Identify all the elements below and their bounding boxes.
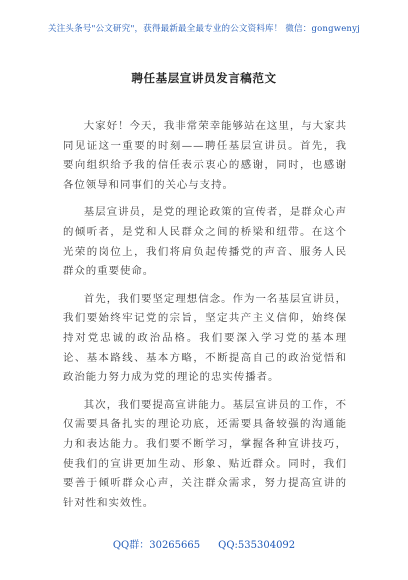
footer-contact xyxy=(0,536,408,551)
footer-qq-number: QQ:535304092 xyxy=(218,540,296,551)
paragraph-greeting: 大家好！今天，我非常荣幸能够站在这里，与大家共同见证这一重要的时刻——聘任基层宣讲员。首先，我要向组织给予我的信任表示衷心的感谢，同时，也感谢各位领导和同事们的关心与支持。 xyxy=(63,120,347,191)
document-body xyxy=(63,117,347,521)
paragraph-ideals: 首先，我们要坚定理想信念。作为一名基层宣讲员，我们要始终牢记党的宗旨，坚定共产主义信仰，始终保持对党忠诚的政治品格。我们要深入学习党的基本理论、基本路线、基本方略，不断提高自己的政治觉悟和政治能力努力成为党的理论的忠实传播者。 xyxy=(63,292,347,384)
document-title: 聘任基层宣讲员发言稿范文 xyxy=(131,71,277,85)
footer-qq-group: QQ群：30265665 xyxy=(112,540,201,551)
header-banner: 关注头条号"公文研究"，获得最新最全最专业的公文资料库！ 微信：gongwenyj xyxy=(48,24,360,34)
paragraph-ability: 其次，我们要提高宣讲能力。基层宣讲员的工作，不仅需要具备扎实的理论功底，还需要具备较强的沟通能力和表达能力。我们要不断学习，掌握各种宣讲技巧，使我们的宣讲更加生动、形象、贴近群众。同时，我们要善于倾听群众心声，关注群众需求，努力提高宣讲的针对性和实效性。 xyxy=(63,398,347,509)
paragraph-role: 基层宣讲员，是党的理论政策的宣传者，是群众心声的倾听者，是党和人民群众之间的桥梁和纽带。在这个光荣的岗位上，我们将肩负起传播党的声音、服务人民群众的重要使命。 xyxy=(63,206,347,278)
